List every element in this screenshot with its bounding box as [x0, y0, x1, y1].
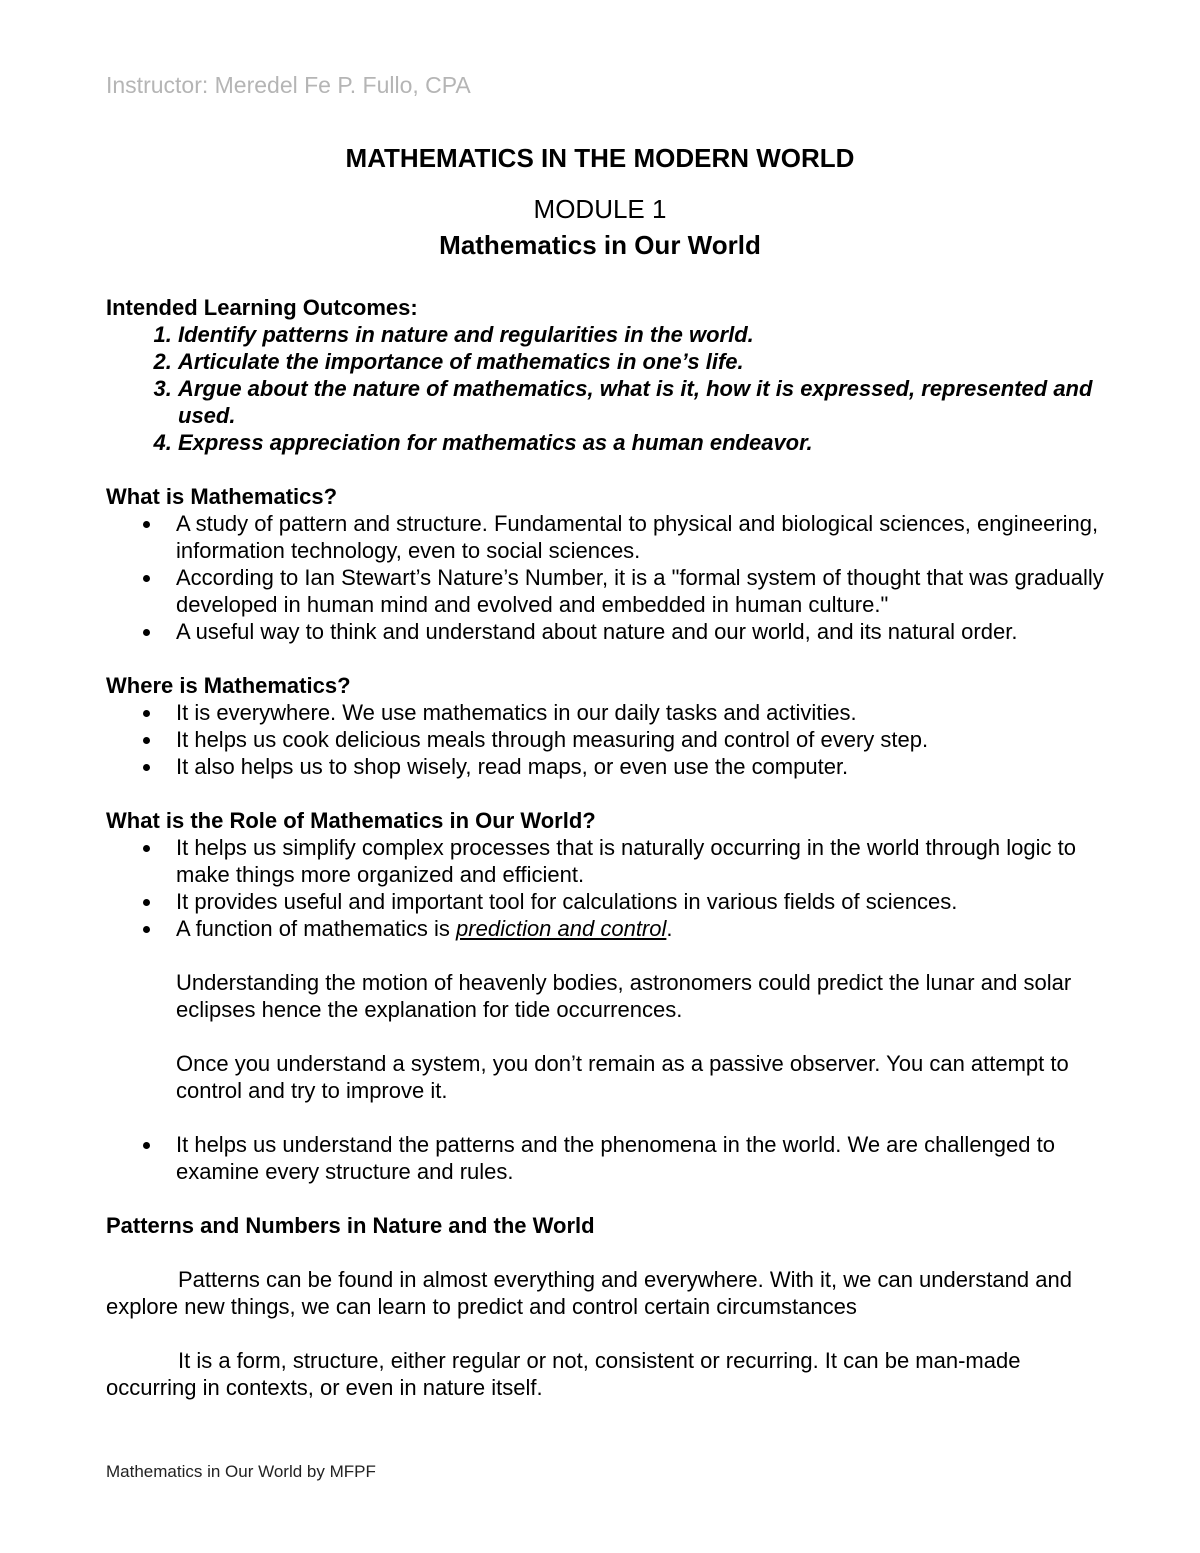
outcome-item: 3. Argue about the nature of mathematics, what is it, how it is expressed, represented and used.: [178, 375, 1106, 429]
bullet-icon: [143, 710, 150, 717]
list-item: According to Ian Stewart’s Nature’s Number, it is a "formal system of thought that was gradually developed in human mind and evolved and embedded in human culture.": [176, 564, 1106, 618]
instructor-header: Instructor: Meredel Fe P. Fullo, CPA: [106, 72, 471, 98]
role-heading: What is the Role of Mathematics in Our World?: [106, 808, 596, 833]
document-body: [106, 294, 1106, 1401]
prediction-and-control-text: prediction and control: [456, 916, 667, 941]
bullet-icon: [143, 764, 150, 771]
module-number: MODULE 1: [533, 194, 667, 224]
list-item: It is everywhere. We use mathematics in our daily tasks and activities.: [176, 699, 1106, 726]
outcomes-heading: Intended Learning Outcomes:: [106, 295, 418, 320]
list-item: It also helps us to shop wisely, read maps, or even use the computer.: [176, 753, 1106, 780]
outcome-item: 2. Articulate the importance of mathematics in one’s life.: [178, 348, 1106, 375]
module-name: Mathematics in Our World: [439, 230, 761, 260]
role-paragraph: Once you understand a system, you don’t remain as a passive observer. You can attempt to control and try to improve it.: [176, 1051, 1069, 1103]
role-list-continued: [106, 1131, 1106, 1185]
outcome-item: 1. Identify patterns in nature and regularities in the world.: [178, 321, 1106, 348]
bullet-icon: [143, 521, 150, 528]
list-item: A function of mathematics is prediction and control.: [176, 915, 1106, 942]
outcome-item: 4. Express appreciation for mathematics as a human endeavor.: [178, 429, 1106, 456]
page-footer: Mathematics in Our World by MFPF: [106, 1462, 376, 1481]
bullet-icon: [143, 575, 150, 582]
list-item: It provides useful and important tool for calculations in various fields of sciences.: [176, 888, 1106, 915]
outcomes-list: [106, 321, 1106, 456]
bullet-icon: [143, 899, 150, 906]
patterns-paragraph: It is a form, structure, either regular or not, consistent or recurring. It can be man-made occurring in contexts, or even in nature itself.: [106, 1348, 1021, 1400]
list-item: A useful way to think and understand about nature and our world, and its natural order.: [176, 618, 1106, 645]
patterns-heading: Patterns and Numbers in Nature and the World: [106, 1213, 595, 1238]
list-item: It helps us simplify complex processes that is naturally occurring in the world through logic to make things more organized and efficient.: [176, 834, 1106, 888]
list-item: A study of pattern and structure. Fundamental to physical and biological sciences, engineering, information technology, even to social sciences.: [176, 510, 1106, 564]
list-item: It helps us cook delicious meals through measuring and control of every step.: [176, 726, 1106, 753]
bullet-icon: [143, 926, 150, 933]
what-is-list: [106, 510, 1106, 645]
where-is-list: [106, 699, 1106, 780]
list-item: It helps us understand the patterns and the phenomena in the world. We are challenged to examine every structure and rules.: [176, 1131, 1106, 1185]
role-list: [106, 834, 1106, 942]
document-title: MATHEMATICS IN THE MODERN WORLD: [345, 143, 855, 173]
what-is-heading: What is Mathematics?: [106, 484, 338, 509]
role-paragraph: Understanding the motion of heavenly bodies, astronomers could predict the lunar and solar eclipses hence the explanation for tide occurrences.: [176, 970, 1072, 1022]
bullet-icon: [143, 845, 150, 852]
bullet-icon: [143, 1142, 150, 1149]
where-is-heading: Where is Mathematics?: [106, 673, 351, 698]
patterns-paragraph: Patterns can be found in almost everything and everywhere. With it, we can understand and explore new things, we can learn to predict and control certain circumstances: [106, 1267, 1072, 1319]
bullet-icon: [143, 629, 150, 636]
bullet-icon: [143, 737, 150, 744]
